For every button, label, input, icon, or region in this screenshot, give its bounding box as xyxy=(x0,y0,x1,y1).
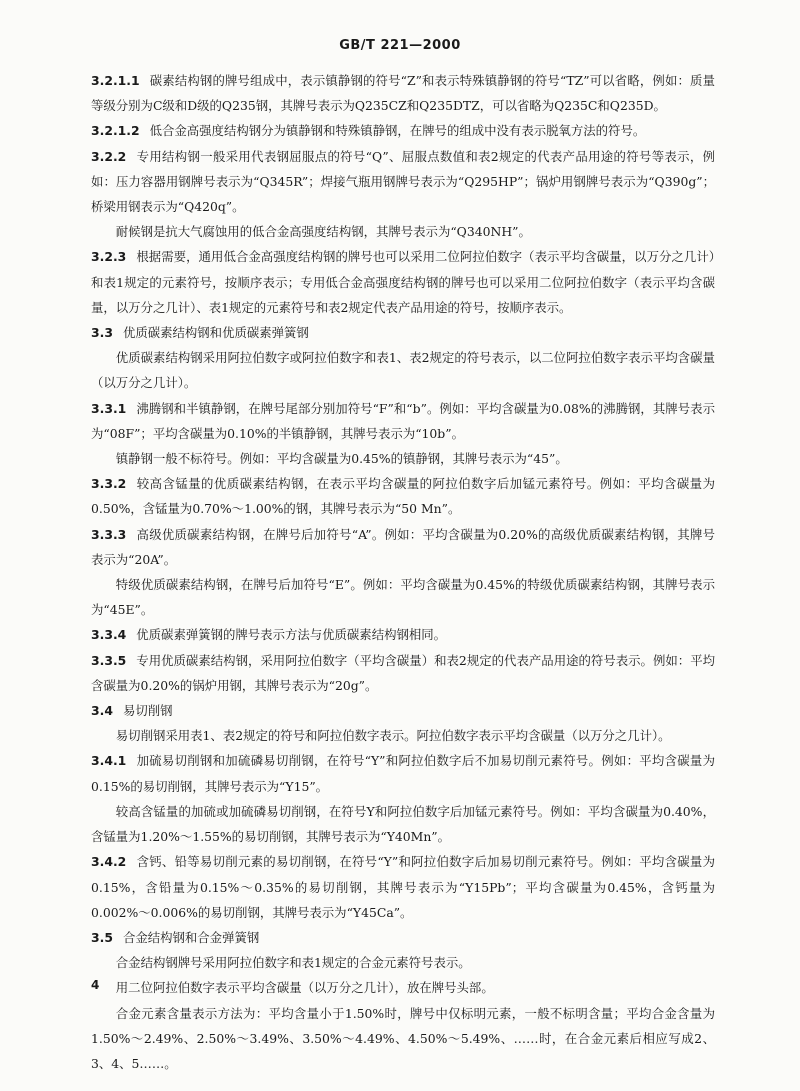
page-number: 4 xyxy=(91,978,100,992)
page-header: GB/T 221—2000 xyxy=(339,38,461,53)
clause-text: 专用优质碳素结构钢，采用阿拉伯数字（平均含碳量）和表2规定的代表产品用途的符号表示。例如：平均含碳量为0.20%的锅炉用钢，其牌号表示为“20g”。 xyxy=(91,652,715,693)
clause-3-3-5 xyxy=(91,648,715,698)
paragraph-text: 耐候钢是抗大气腐蚀用的低合金高强度结构钢，其牌号表示为“Q340NH”。 xyxy=(115,224,531,240)
document-body xyxy=(91,68,715,1076)
paragraph-text: 特级优质碳素结构钢，在牌号后加符号“E”。例如：平均含碳量为0.45%的特级优质碳素结构钢，其牌号表示为“45E”。 xyxy=(91,577,715,618)
clause-number: 3.4.1 xyxy=(91,753,127,769)
clause-text: 优质碳素弹簧钢的牌号表示方法与优质碳素结构钢相同。 xyxy=(136,627,447,643)
paragraph-alloy-content xyxy=(91,1001,715,1077)
clause-3-3-2 xyxy=(91,471,715,521)
paragraph-text: 合金元素含量表示方法为：平均含量小于1.50%时，牌号中仅标明元素，一般不标明含量；平均合金含量为1.50%～2.49%、2.50%～3.49%、3.50%～4.49%、4.50%～5.49%、……时，在合金元素后相应写成2、3、4、5……。 xyxy=(91,1005,715,1071)
clause-text: 低合金高强度结构钢分为镇静钢和特殊镇静钢，在牌号的组成中没有表示脱氧方法的符号。 xyxy=(149,123,646,139)
paragraph-text: 优质碳素结构钢采用阿拉伯数字或阿拉伯数字和表1、表2规定的符号表示，以二位阿拉伯数字表示平均含碳量（以万分之几计）。 xyxy=(91,350,715,391)
paragraph-special-grade xyxy=(91,572,715,622)
clause-3-2-1-2 xyxy=(91,118,715,143)
paragraph-3-4-intro xyxy=(91,723,715,748)
clause-text: 较高含锰量的优质碳素结构钢，在表示平均含碳量的阿拉伯数字后加锰元素符号。例如：平均含碳量为0.50%，含锰量为0.70%～1.00%的钢，其牌号表示为“50 Mn”。 xyxy=(91,476,715,517)
clause-number: 3.3.5 xyxy=(91,652,127,668)
section-number: 3.3 xyxy=(91,325,113,341)
paragraph-3-5-intro xyxy=(91,950,715,975)
clause-number: 3.2.1.2 xyxy=(91,123,140,139)
clause-text: 根据需要，通用低合金高强度结构钢的牌号也可以采用二位阿拉伯数字（表示平均含碳量，以万分之几计）和表1规定的元素符号，按顺序表示；专用低合金高强度结构钢的牌号也可以采用二位阿拉伯数字（表示平均含碳量，以万分之几计）、表1规定的元素符号和表2规定代表产品用途的符号，按顺序表示。 xyxy=(91,249,715,315)
section-number: 3.4 xyxy=(91,703,113,719)
paragraph-text: 较高含锰量的加硫或加硫磷易切削钢，在符号Y和阿拉伯数字后加锰元素符号。例如：平均含碳量为0.40%，含锰量为1.20%～1.55%的易切削钢，其牌号表示为“Y40Mn”。 xyxy=(91,803,715,845)
clause-3-4-2 xyxy=(91,849,715,925)
section-title: 优质碳素结构钢和优质碳素弹簧钢 xyxy=(122,325,309,341)
paragraph-text: 易切削钢采用表1、表2规定的符号和阿拉伯数字表示。阿拉伯数字表示平均含碳量（以万分之几计）。 xyxy=(115,728,671,744)
clause-3-2-2 xyxy=(91,144,715,220)
clause-text: 含钙、铅等易切削元素的易切削钢，在符号“Y”和阿拉伯数字后加易切削元素符号。例如：平均含碳量为0.15%，含铅量为0.15%～0.35%的易切削钢，其牌号表示为“Y15Pb”；平均含碳量为0.45%，含钙量为0.002%～0.006%的易切削钢，其牌号表示为“Y45Ca”。 xyxy=(91,854,715,920)
clause-3-2-3 xyxy=(91,244,715,320)
section-3-3-heading xyxy=(91,320,715,345)
clause-number: 3.3.2 xyxy=(91,476,127,492)
clause-text: 沸腾钢和半镇静钢，在牌号尾部分别加符号“F”和“b”。例如：平均含碳量为0.08%的沸腾钢，其牌号表示为“08F”；平均含碳量为0.10%的半镇静钢，其牌号表示为“10b”。 xyxy=(91,400,715,441)
clause-3-2-1-1 xyxy=(91,68,715,118)
clause-3-3-1 xyxy=(91,396,715,446)
clause-3-3-3 xyxy=(91,522,715,572)
section-number: 3.5 xyxy=(91,929,113,945)
clause-text: 加硫易切削钢和加硫磷易切削钢，在符号“Y”和阿拉伯数字后不加易切削元素符号。例如：平均含碳量为0.15%的易切削钢，其牌号表示为“Y15”。 xyxy=(91,753,715,794)
clause-number: 3.4.2 xyxy=(91,854,127,870)
paragraph-text: 镇静钢一般不标符号。例如：平均含碳量为0.45%的镇静钢，其牌号表示为“45”。 xyxy=(115,451,568,467)
paragraph-killed-steel xyxy=(91,446,715,471)
clause-number: 3.3.1 xyxy=(91,400,127,416)
clause-3-3-4 xyxy=(91,622,715,647)
clause-number: 3.3.4 xyxy=(91,627,127,643)
clause-text: 高级优质碳素结构钢，在牌号后加符号“A”。例如：平均含碳量为0.20%的高级优质碳素结构钢，其牌号表示为“20A”。 xyxy=(91,526,715,567)
clause-number: 3.2.1.1 xyxy=(91,73,140,88)
section-title: 易切削钢 xyxy=(122,703,173,719)
clause-text: 专用结构钢一般采用代表钢屈服点的符号“Q”、屈服点数值和表2规定的代表产品用途的符号等表示，例如：压力容器用钢牌号表示为“Q345R”；焊接气瓶用钢牌号表示为“Q295HP”；锅炉用钢牌号表示为“Q390g”；桥梁用钢表示为“Q420q”。 xyxy=(91,148,715,215)
paragraph-3-3-intro xyxy=(91,345,715,395)
paragraph-text: 合金结构钢牌号采用阿拉伯数字和表1规定的合金元素符号表示。 xyxy=(115,955,471,971)
section-3-5-heading xyxy=(91,925,715,950)
paragraph-high-manganese xyxy=(91,799,715,849)
paragraph-text: 用二位阿拉伯数字表示平均含碳量（以万分之几计），放在牌号头部。 xyxy=(115,980,494,996)
section-title: 合金结构钢和合金弹簧钢 xyxy=(122,929,260,945)
clause-number: 3.2.3 xyxy=(91,249,127,265)
clause-number: 3.3.3 xyxy=(91,526,127,542)
paragraph-weathering-steel xyxy=(91,219,715,244)
clause-text: 碳素结构钢的牌号组成中，表示镇静钢的符号“Z”和表示特殊镇静钢的符号“TZ”可以省略，例如：质量等级分别为C级和D级的Q235钢，其牌号表示为Q235CZ和Q235DTZ，可以省略为Q235C和Q235D。 xyxy=(91,73,715,114)
paragraph-carbon-digits xyxy=(91,975,715,1000)
clause-3-4-1 xyxy=(91,748,715,798)
clause-number: 3.2.2 xyxy=(91,148,127,164)
section-3-4-heading xyxy=(91,698,715,723)
